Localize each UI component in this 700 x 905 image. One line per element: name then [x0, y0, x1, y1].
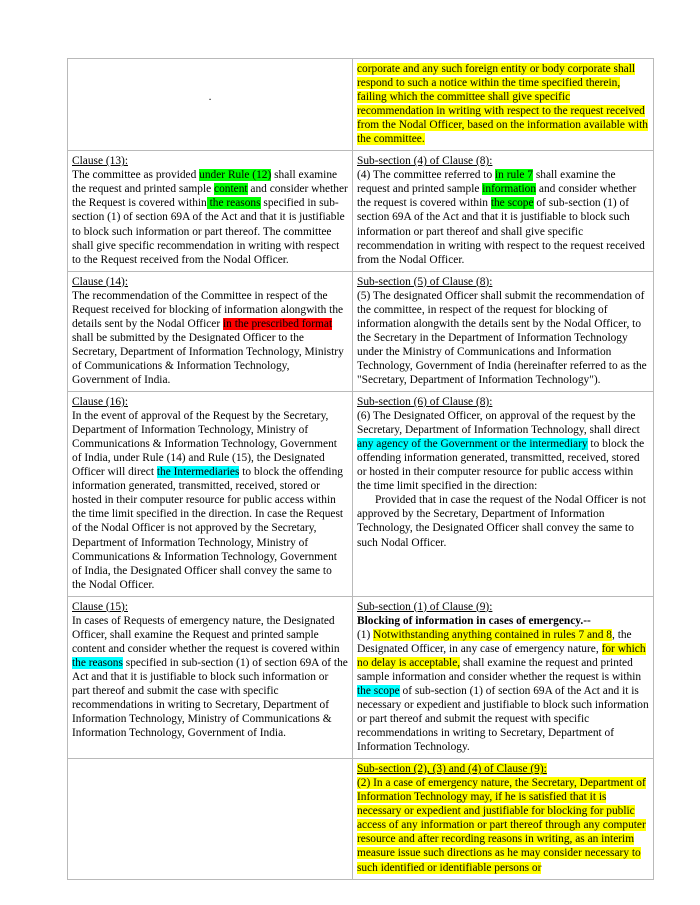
cell-paragraph [357, 776, 649, 874]
cell-paragraph [357, 493, 649, 549]
highlighted-text: corporate and any such foreign entity or body corporate shall respond to such a notice within the time specified therein, failing which the committee shall give specific recommendation in writing with respect to the request received from the Nodal Officer, based on the information available with the committee. [357, 63, 648, 146]
clause-comparison-table [67, 58, 654, 880]
table-row [68, 151, 654, 271]
highlighted-text: in rule 7 [495, 169, 533, 182]
table-cell-left [68, 759, 353, 879]
cell-rich-text [357, 395, 649, 550]
cell-heading: Sub-section (5) of Clause (8): [357, 275, 493, 288]
table-row [68, 271, 654, 391]
cell-heading: Sub-section (4) of Clause (8): [357, 155, 493, 168]
cell-paragraph [72, 168, 348, 266]
cell-heading: Sub-section (2), (3) and (4) of Clause (9): [357, 763, 547, 776]
cell-paragraph [357, 289, 649, 387]
plain-text: of sub-section (1) of section 69A of the Act and it is necessary or expedient and justifiable to block such information or part thereof and submit the request with specific recommendations in writing to Secretary, Department of Information Technology. [357, 684, 649, 754]
table-cell-right [353, 59, 654, 151]
table-cell-right [353, 759, 654, 879]
plain-text: shall examine the request and printed sample [72, 169, 338, 196]
highlighted-text: under Rule (12) [199, 169, 272, 182]
plain-text: and consider whether the Request is covered within [72, 183, 348, 210]
plain-text: In the event of approval of the Request by the Secretary, Department of Information Technology, Ministry of Communications & Information Technology, Government of India, under Rule (14) and Rule (15), the Designated Officer will direct [72, 410, 337, 479]
table-body [68, 59, 654, 880]
cell-paragraph [72, 409, 348, 592]
cell-heading: Clause (13): [72, 155, 128, 168]
highlighted-text: the scope [357, 684, 400, 697]
highlighted-text: for which no delay is acceptable, [357, 642, 646, 669]
cell-rich-text [72, 154, 348, 266]
cell-heading: Clause (14): [72, 275, 128, 288]
cell-rich-text [357, 600, 649, 755]
table-cell-left [68, 59, 353, 151]
plain-text: (1) [357, 628, 374, 641]
table-cell-right [353, 151, 654, 271]
cell-rich-text [72, 275, 348, 387]
cell-rich-text [357, 275, 649, 387]
plain-text: shall examine the request and printed sample [357, 169, 616, 196]
plain-text: (4) The committee referred to [357, 169, 495, 182]
table-cell-left [68, 151, 353, 271]
cell-rich-text [72, 600, 348, 740]
table-row [68, 759, 654, 879]
highlighted-text: (2) In a case of emergency nature, the Secretary, Department of Information Technology may, if he is satisfied that it is necessary or expedient and justifiable for blocking for public access of any information or part thereof through any computer resource and after recording reasons in writing, as an interim measure issue such directions as he may consider necessary to such identified or identifiable persons or [357, 777, 646, 874]
plain-text: , the Designated Officer, in any case of emergency nature, [357, 628, 632, 655]
cell-heading: Sub-section (6) of Clause (8): [357, 396, 493, 409]
plain-text: The committee as provided [72, 169, 200, 182]
cell-rich-text [357, 762, 649, 874]
plain-text: The recommendation of the Committee in respect of the Request received for blocking of information alongwith the details sent by the Nodal Officer [72, 289, 344, 330]
table-cell-right [353, 392, 654, 597]
cell-paragraph [357, 62, 649, 146]
highlighted-text: information [482, 183, 537, 196]
table-cell-left [68, 596, 353, 759]
plain-text: shall examine the request and printed sample information and consider whether the request is within [357, 656, 642, 683]
highlighted-text: content [214, 183, 248, 196]
table-cell-right [353, 596, 654, 759]
plain-text: shall be submitted by the Designated Officer to the Secretary, Department of Information Technology, Ministry of Communications & Information Technology, Government of India. [72, 331, 344, 386]
highlighted-text: Notwithstanding anything contained in rules 7 and 8 [373, 628, 612, 641]
highlighted-text: the Intermediaries [156, 466, 240, 479]
cell-paragraph [357, 168, 649, 266]
plain-text: (6) The Designated Officer, on approval of the request by the Secretary, Department of Information Technology, shall direct [357, 410, 640, 437]
cell-rich-text [72, 395, 348, 592]
plain-text: (5) The designated Officer shall submit the recommendation of the committee, in respect of the request for blocking of information alongwith the details sent by the Nodal Officer, to the Secretary in the Department of Information Technology under the Ministry of Communications and Information Technology, Government of India (hereinafter referred to as the "Secretary, Department of Information Technology"). [357, 289, 647, 386]
highlighted-text: the scope [490, 197, 534, 210]
cell-paragraph [357, 628, 649, 754]
table-cell-right [353, 271, 654, 391]
highlighted-text: in the prescribed format [223, 317, 333, 330]
plain-text: of sub-section (1) of section 69A of the Act and that it is justifiable to block such information or part thereof and shall give specific recommendation in writing with respect to the request received from the Nodal Officer. [357, 197, 645, 266]
table-cell-left [68, 271, 353, 391]
cell-rich-text [357, 154, 649, 266]
plain-text: specified in sub-section (1) of section 69A of the Act and that it is justifiable to block such information or part thereof. The committee shall give specific recommendation in writing with respect to the Request received from the Nodal Officer. [72, 197, 345, 266]
table-row [68, 59, 654, 151]
cell-subheading: Blocking of information in cases of emergency.-- [357, 614, 591, 627]
plain-text: to block the offending information generated, transmitted, received, stored or hosted in their computer resource for public access within the time limit specified in the direction. In case the Request of the Nodal Officer is not approved by the Secretary, Department of Information Technology, Ministry of Communications & Information Technology, Government of India, the Designated Officer shall convey the same to the Nodal Officer. [72, 466, 344, 591]
cell-paragraph [72, 614, 348, 740]
highlighted-text: the reasons [206, 197, 261, 210]
cell-heading: Clause (15): [72, 600, 128, 613]
plain-text: In cases of Requests of emergency nature, the Designated Officer, shall examine the Request and printed sample content and consider whether the request is covered within [72, 614, 340, 655]
cell-body-text: . [208, 91, 212, 103]
table-row [68, 392, 654, 597]
cell-paragraph [357, 409, 649, 493]
table-row [68, 596, 654, 759]
plain-text: specified in sub-section (1) of section 69A of the Act and that it is justifiable to block such information or part thereof and submit the case with specific recommendations in writing to Secretary, Department of Information Technology, Ministry of Communications & Information Technology, Government of India. [72, 656, 348, 740]
highlighted-text: any agency of the Government or the intermediary [357, 438, 588, 451]
cell-heading: Sub-section (1) of Clause (9): [357, 600, 493, 613]
plain-text: and consider whether the request is covered within [357, 183, 637, 210]
cell-heading: Clause (16): [72, 396, 128, 409]
plain-text: to block the offending information generated, transmitted, received, stored or hosted in their computer resource for public access within the time limit specified in the direction: [357, 438, 645, 493]
cell-rich-text [357, 62, 649, 146]
table-cell-left [68, 392, 353, 597]
plain-text: Provided that in case the request of the Nodal Officer is not approved by the Secretary, Department of Information Technology, the Designated Officer shall convey the same to such Nodal Officer. [357, 494, 646, 549]
cell-paragraph [72, 289, 348, 387]
highlighted-text: the reasons [72, 656, 123, 669]
